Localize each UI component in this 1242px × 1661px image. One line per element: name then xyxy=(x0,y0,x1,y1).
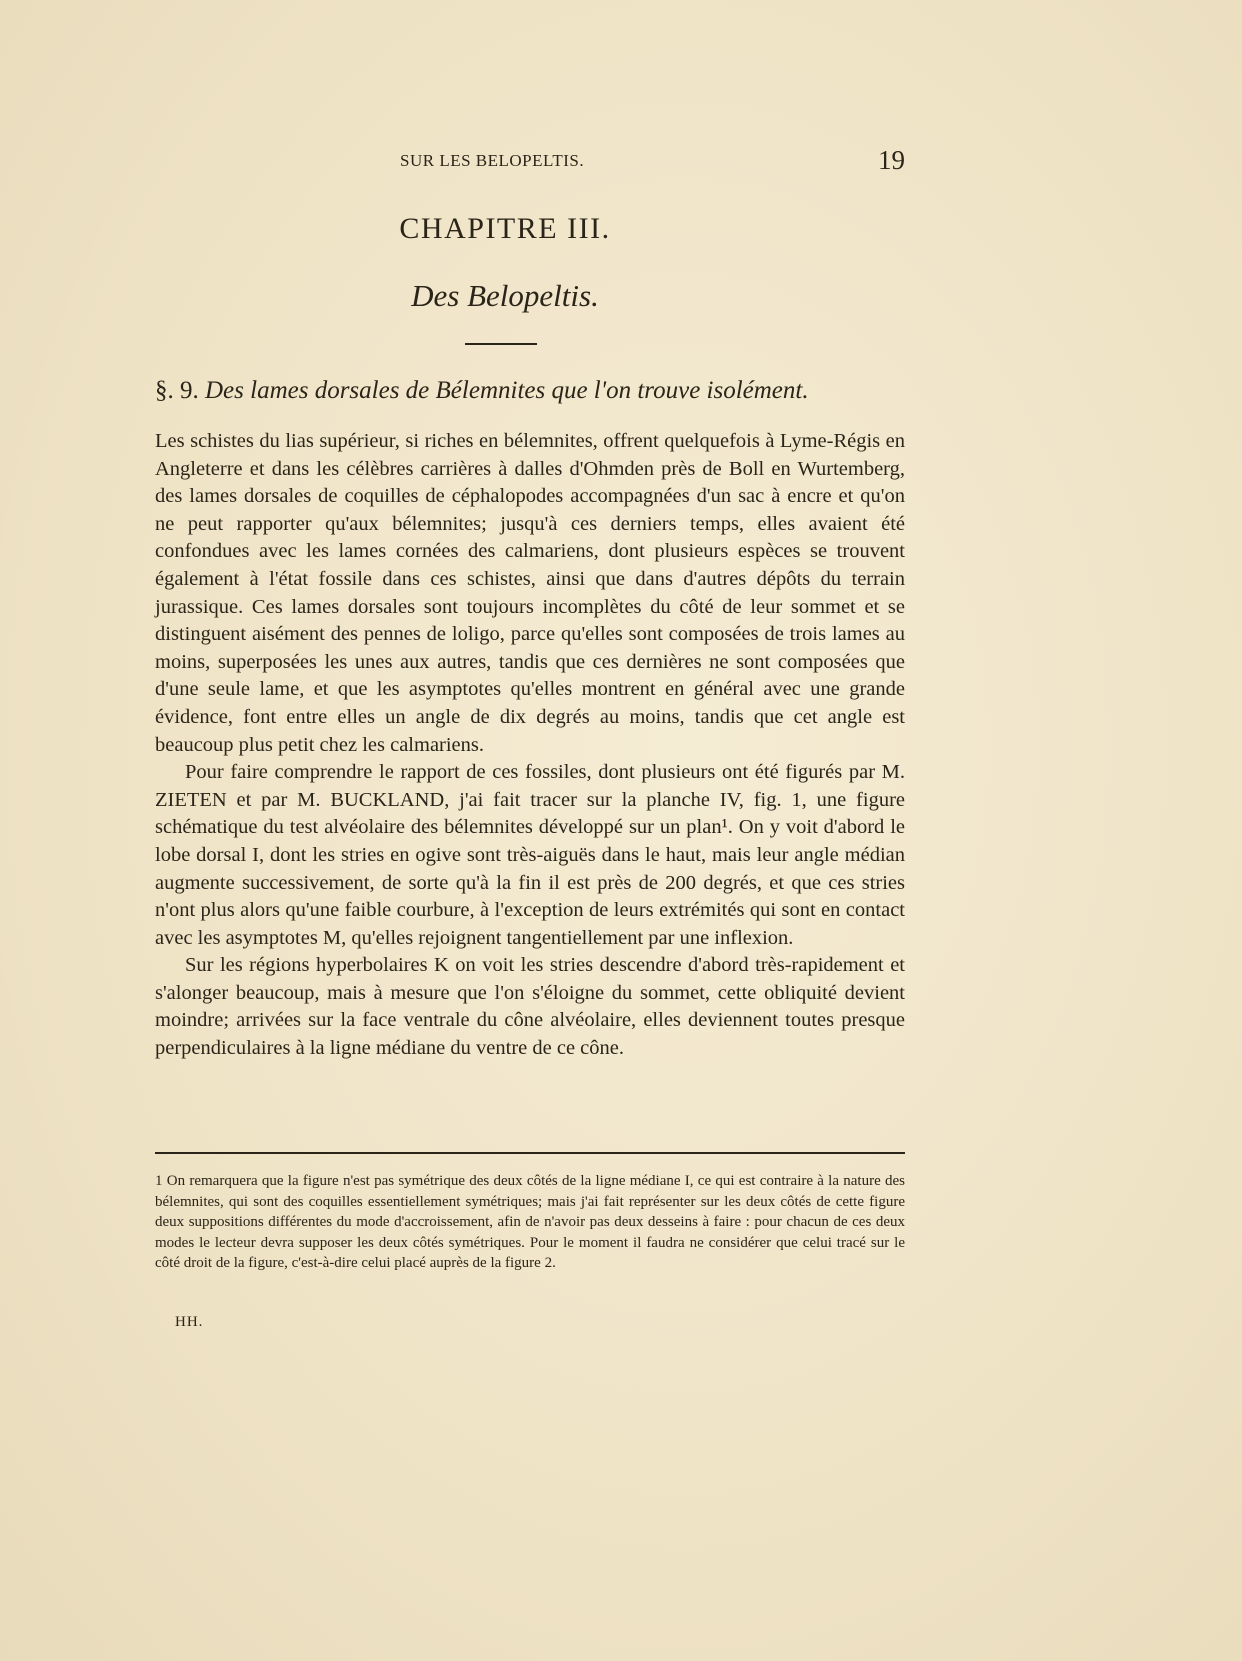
section-title: Des lames dorsales de Bélemnites que l'on trouve isolément. xyxy=(205,377,809,404)
section-number: §. 9. xyxy=(155,377,199,404)
paragraph-2: Pour faire comprendre le rapport de ces fossiles, dont plusieurs ont été figurés par M. ZIETEN et par M. BUCKLAND, j'ai fait tracer sur la planche IV, fig. 1, une figure schématique du test alvéolaire des bélemnites développé sur un plan¹. On y voit d'abord le lobe dorsal I, dont les stries en ogive sont très-aiguës dans le haut, mais leur angle médian augmente successivement, de sorte qu'à la fin il est près de 200 degrés, et que ces stries n'ont plus alors qu'une faible courbure, à l'exception de leurs extrémités qui sont en contact avec les asymptotes M, qu'elles rejoignent tangentiellement par une inflexion. xyxy=(155,761,905,949)
title-rule xyxy=(465,343,537,345)
paragraph-3: Sur les régions hyperbolaires K on voit les stries descendre d'abord très-rapidement et s'alonger beaucoup, mais à mesure que l'on s'éloigne du sommet, cette obliquité devient moindre; arrivées sur la face ventrale du cône alvéolaire, elles deviennent toutes presque perpendiculaires à la ligne médiane du ventre de ce cône. xyxy=(155,954,905,1060)
running-title: SUR LES BELOPELTIS. xyxy=(400,151,585,170)
body-text xyxy=(155,428,905,1063)
paragraph-1: Les schistes du lias supérieur, si riches en bélemnites, offrent quelquefois à Lyme-Régis en Angleterre et dans les célèbres carrières à dalles d'Ohmden près de Boll en Wurtemberg, des lames dorsales de coquilles de céphalopodes accompagnées d'un sac à encre et qu'on ne peut rapporter qu'aux bélemnites; jusqu'à ces derniers temps, elles avaient été confondues avec les lames cornées des calmariens, dont plusieurs espèces se trouvent également à l'état fossile dans ces schistes, ainsi que dans d'autres dépôts du terrain jurassique. Ces lames dorsales sont toujours incomplètes du côté de leur sommet et se distinguent aisément des pennes de loligo, parce qu'elles sont composées de trois lames au moins, superposées les unes aux autres, tandis que ces dernières ne sont composées que d'une seule lame, et que les asymptotes qu'elles montrent en général avec une grande évidence, font entre elles un angle de dix degrés au moins, tandis que cet angle est beaucoup plus petit chez les calmariens. xyxy=(155,430,905,756)
page-header xyxy=(400,147,905,177)
chapter-title: CHAPITRE III. xyxy=(399,212,611,245)
page-number: 19 xyxy=(878,145,905,175)
footnote: 1 On remarquera que la figure n'est pas symétrique des deux côtés de la ligne médiane I, ce qui est contraire à la nature des bélemnites, qui sont des coquilles essentiellement symétriques; mais j'ai fait représenter sur les deux côtés de cette figure deux suppositions différentes du mode d'accroissement, afin de n'avoir pas deux desseins à faire : pour chacun de ces deux modes le lecteur devra supposer les deux côtés symétriques. Pour le moment il faudra ne considérer que celui tracé sur le côté droit de la figure, c'est-à-dire celui placé auprès de la figure 2. xyxy=(155,1173,905,1271)
section-heading xyxy=(155,377,905,405)
footnote-divider xyxy=(155,1152,905,1154)
signature-mark: HH. xyxy=(175,1314,204,1330)
chapter-subtitle: Des Belopeltis. xyxy=(411,278,599,313)
